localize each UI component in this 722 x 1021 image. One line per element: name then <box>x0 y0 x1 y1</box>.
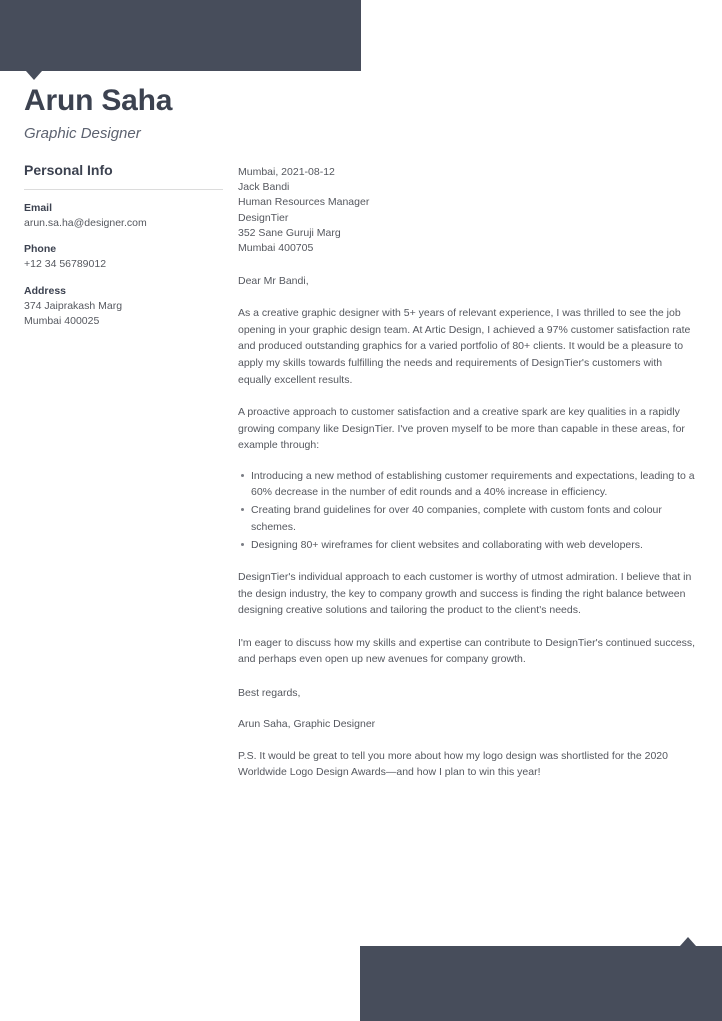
footer-notch-triangle-icon <box>680 937 696 946</box>
letter-paragraph-4: I'm eager to discuss how my skills and expertise can contribute to DesignTier's continued success, and perhaps even open up new avenues for company growth. <box>238 636 696 666</box>
header-notch-triangle-icon <box>26 71 42 80</box>
recipient-city: Mumbai 400705 <box>238 242 314 255</box>
info-group-address <box>24 284 223 330</box>
info-group-email <box>24 201 223 231</box>
sidebar-personal-info <box>24 162 223 329</box>
letter-signature: Arun Saha, Graphic Designer <box>238 717 376 730</box>
list-item: Introducing a new method of establishing customer requirements and expectations, leading to a 60% decrease in the number of edit rounds and a 40% increase in efficiency. <box>251 468 698 501</box>
info-value-address-line-1: 374 Jaiprakash Marg <box>24 299 123 312</box>
header-banner <box>0 0 361 71</box>
salutation: Dear Mr Bandi, <box>238 275 309 288</box>
info-value-phone: +12 34 56789012 <box>24 258 107 271</box>
sidebar-heading: Personal Info <box>24 162 113 178</box>
recipient-address-block <box>238 165 698 256</box>
info-value-email: arun.sa.ha@designer.com <box>24 217 147 230</box>
cover-letter-body <box>238 165 698 781</box>
job-title: Graphic Designer <box>24 125 141 142</box>
page-title: Arun Saha <box>24 84 173 117</box>
name-block <box>24 84 354 143</box>
recipient-company: DesignTier <box>238 211 289 224</box>
recipient-name: Jack Bandi <box>238 181 290 194</box>
letter-paragraph-3: DesignTier's individual approach to each customer is worthy of utmost admiration. I believe that in the design industry, the key to company growth and success is finding the right balance between designing creative solutions and tailoring the product to the client's needs. <box>238 571 692 617</box>
letter-date-location: Mumbai, 2021-08-12 <box>238 166 335 178</box>
footer-banner <box>360 946 722 1021</box>
letter-paragraph-1: As a creative graphic designer with 5+ years of relevant experience, I was thrilled to see the job opening in your graphic design team. At Artic Design, I achieved a 97% customer satisfaction rate and produced outstanding graphics for a varied portfolio of 80+ clients. It would be a pleasure to apply my skills towards fulfilling the needs and requirements of DesignTier's customers with equally excellent results. <box>238 307 691 386</box>
info-value-address-line-2: Mumbai 400025 <box>24 315 100 328</box>
letter-signoff: Best regards, <box>238 687 301 700</box>
sidebar-divider <box>24 189 223 190</box>
info-label-email: Email <box>24 201 53 214</box>
achievement-list <box>238 468 698 553</box>
info-label-phone: Phone <box>24 243 57 256</box>
letter-paragraph-2: A proactive approach to customer satisfaction and a creative spark are key qualities in a rapidly growing company like DesignTier. I've proven myself to be more than capable in these areas, for example through: <box>238 406 685 452</box>
list-item: Designing 80+ wireframes for client websites and collaborating with web developers. <box>251 537 698 553</box>
info-label-address: Address <box>24 284 67 297</box>
recipient-street: 352 Sane Guruji Marg <box>238 226 341 239</box>
letter-postscript: P.S. It would be great to tell you more about how my logo design was shortlisted for the 2020 Worldwide Logo Design Awards—and how I plan to win this year! <box>238 749 668 779</box>
info-group-phone <box>24 242 223 272</box>
recipient-role: Human Resources Manager <box>238 196 370 209</box>
list-item: Creating brand guidelines for over 40 companies, complete with custom fonts and colour schemes. <box>251 502 698 535</box>
